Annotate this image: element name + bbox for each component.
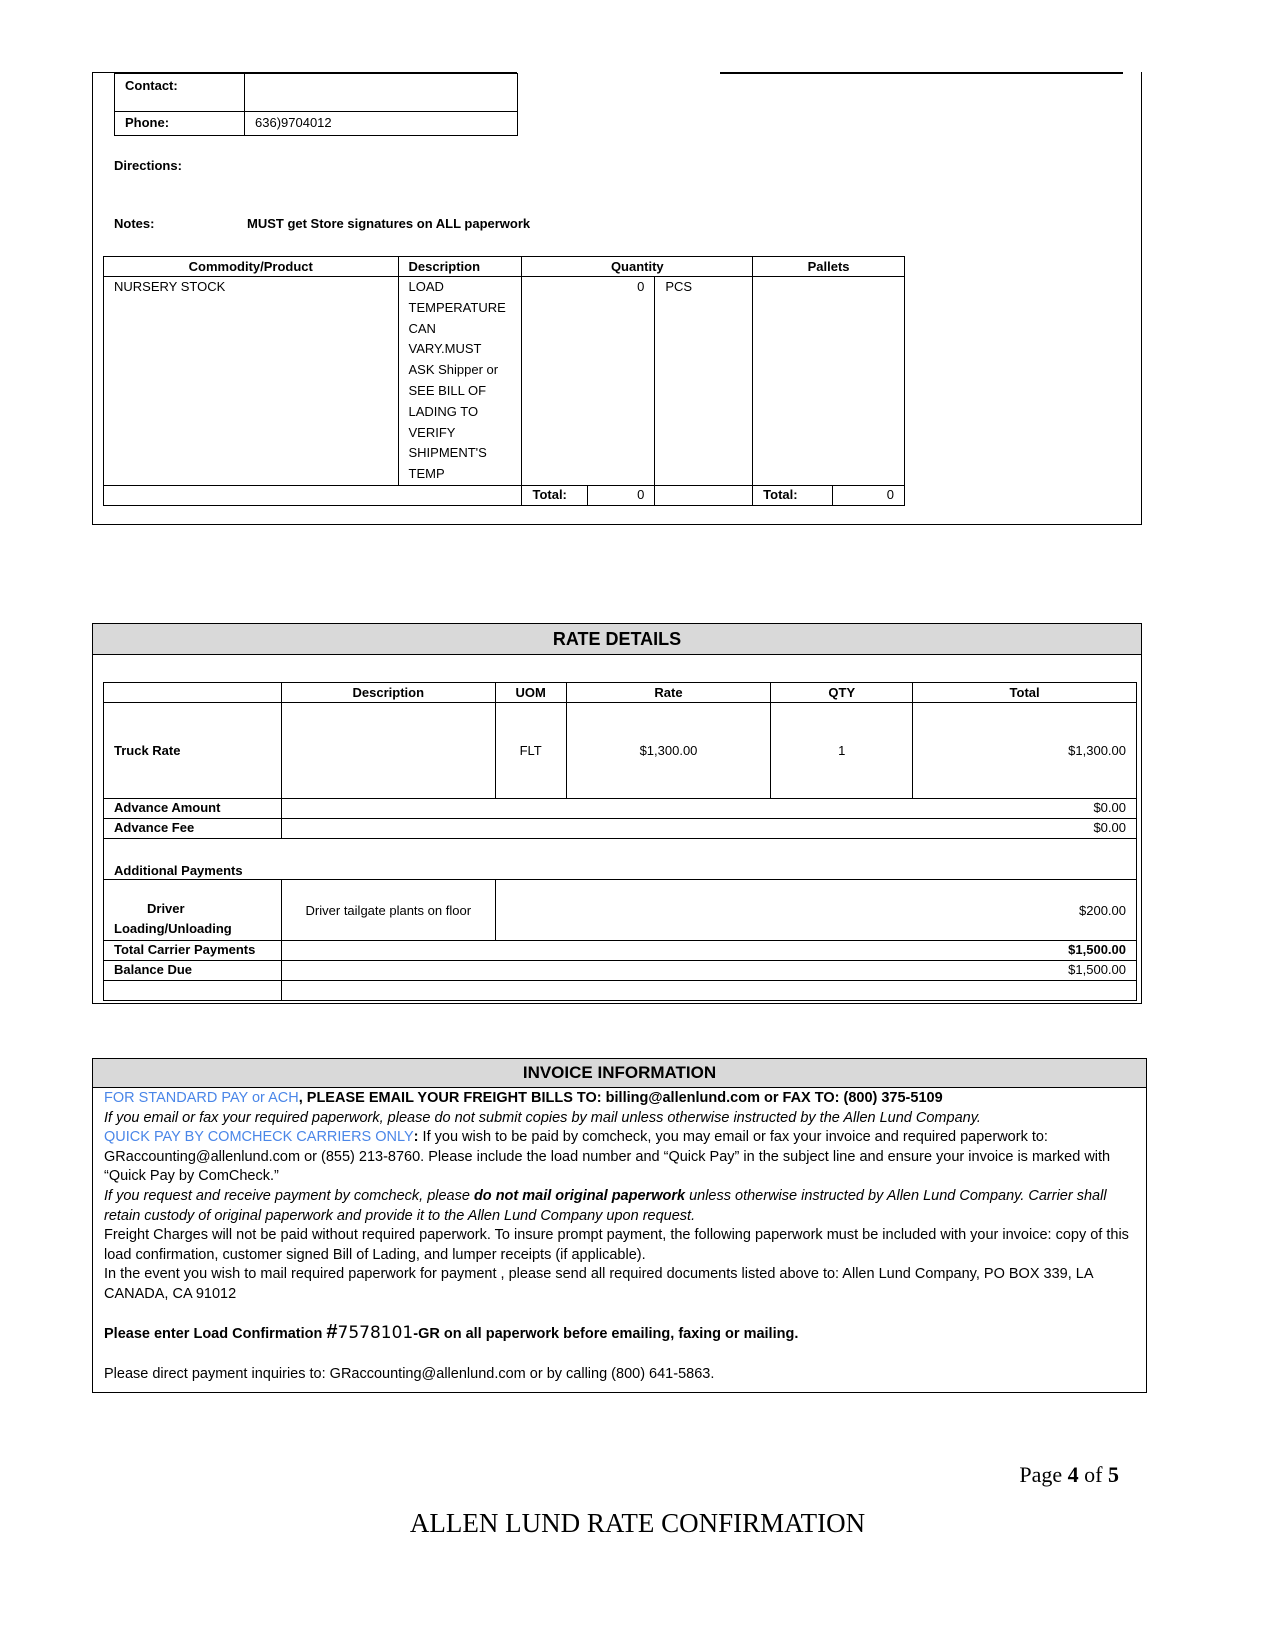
unit-value: PCS bbox=[655, 277, 753, 486]
quickpay-paragraph bbox=[104, 1128, 1135, 1187]
rate-table-blank-cell bbox=[104, 981, 282, 1001]
truck-rate-label: Truck Rate bbox=[104, 703, 282, 799]
inquiries-line: Please direct payment inquiries to: GRaccounting@allenlund.com or by calling (800) 641-5863. bbox=[104, 1366, 715, 1383]
page-current: 4 bbox=[1067, 1462, 1079, 1487]
commodity-table bbox=[103, 256, 905, 506]
mail-paragraph: In the event you wish to mail required paperwork for payment , please send all required documents listed above to: Allen Lund Company, PO BOX 339, LA CANADA, CA 91012 bbox=[104, 1266, 1093, 1302]
freight-charges-paragraph: Freight Charges will not be paid without required paperwork. To insure prompt payment, the following paperwork must be included with your invoice: copy of this load confirmation, customer signed Bill of Lading, and lumper receipts (if applicable). bbox=[104, 1227, 1129, 1263]
comcheck-text-a: If you request and receive payment by comcheck, please bbox=[104, 1187, 474, 1204]
no-mail-note: If you email or fax your required paperwork, please do not submit copies by mail unless otherwise instructed by the Allen Lund Company. bbox=[104, 1109, 981, 1126]
truck-rate-total: $1,300.00 bbox=[913, 703, 1137, 799]
additional-payments-label: Additional Payments bbox=[104, 839, 1137, 880]
phone-value: 636)9704012 bbox=[245, 112, 518, 136]
unit-total-spacer bbox=[655, 485, 753, 505]
commodity-value: NURSERY STOCK bbox=[104, 277, 399, 486]
truck-rate-uom: FLT bbox=[495, 703, 566, 799]
description-line: VERIFY bbox=[408, 424, 456, 440]
commodity-header: Commodity/Product bbox=[104, 257, 399, 277]
quickpay-colon: : bbox=[413, 1129, 419, 1146]
rate-header-uom: UOM bbox=[495, 683, 566, 703]
pallets-total-value: 0 bbox=[833, 485, 905, 505]
description-header: Description bbox=[398, 257, 522, 277]
total-carrier-value: $1,500.00 bbox=[281, 941, 1136, 961]
driver-description: Driver tailgate plants on floor bbox=[281, 880, 495, 941]
balance-due-label: Balance Due bbox=[104, 961, 282, 981]
quantity-header: Quantity bbox=[522, 257, 753, 277]
rate-details-title: RATE DETAILS bbox=[93, 624, 1141, 655]
contact-label: Contact: bbox=[115, 74, 245, 112]
contact-table bbox=[114, 73, 518, 136]
email-instructions: , PLEASE EMAIL YOUR FREIGHT BILLS TO: billing@allenlund.com or FAX TO: (800) 375-5109 bbox=[298, 1090, 943, 1106]
description-line: VARY.MUST bbox=[408, 341, 482, 357]
standard-pay-label: FOR STANDARD PAY or ACH bbox=[104, 1090, 299, 1106]
load-confirmation-line bbox=[104, 1320, 1135, 1345]
truck-rate-qty: 1 bbox=[771, 703, 913, 799]
truck-rate-description bbox=[281, 703, 495, 799]
driver-label-cell bbox=[104, 880, 282, 941]
invoice-email-line bbox=[104, 1089, 1135, 1109]
invoice-info-title: INVOICE INFORMATION bbox=[93, 1059, 1146, 1088]
advance-fee-label: Advance Fee bbox=[104, 819, 282, 839]
pallets-value bbox=[753, 277, 905, 486]
quantity-total-value: 0 bbox=[588, 485, 655, 505]
balance-due-value: $1,500.00 bbox=[281, 961, 1136, 981]
driver-value: $200.00 bbox=[495, 880, 1136, 941]
total-row-spacer bbox=[104, 485, 522, 505]
top-border-right bbox=[720, 72, 1123, 74]
description-line: SEE BILL OF bbox=[408, 382, 487, 398]
rate-header-rate: Rate bbox=[566, 683, 771, 703]
rate-table-blank-cell bbox=[281, 981, 1136, 1001]
comcheck-text-b: unless otherwise instructed by Allen Lund Company. Carrier shall retain custody of original paperwork and provide it to the Allen Lund Company upon request. bbox=[104, 1187, 1107, 1224]
phone-label: Phone: bbox=[115, 112, 245, 136]
invoice-info-box bbox=[92, 1058, 1147, 1393]
driver-label-line1: Driver bbox=[147, 901, 185, 916]
description-line: TEMP bbox=[408, 466, 445, 482]
rate-header-qty: QTY bbox=[771, 683, 913, 703]
comcheck-bold: do not mail original paperwork bbox=[473, 1187, 686, 1204]
notes-label: Notes: bbox=[114, 216, 155, 231]
pallets-header: Pallets bbox=[753, 257, 905, 277]
description-line: CAN bbox=[408, 320, 436, 336]
directions-label: Directions: bbox=[114, 158, 182, 173]
contact-value bbox=[245, 74, 518, 112]
invoice-info-body bbox=[93, 1088, 1146, 1385]
rate-header-description: Description bbox=[281, 683, 495, 703]
rate-table bbox=[103, 682, 1137, 1001]
enter-text-b: -GR on all paperwork before emailing, faxing or mailing. bbox=[413, 1325, 799, 1342]
rate-header-blank bbox=[104, 683, 282, 703]
advance-amount-label: Advance Amount bbox=[104, 799, 282, 819]
total-carrier-label: Total Carrier Payments bbox=[104, 941, 282, 961]
description-line: TEMPERATURE bbox=[408, 299, 506, 315]
pallets-total-label: Total: bbox=[753, 485, 833, 505]
hash-symbol: # bbox=[326, 1320, 338, 1343]
description-cell bbox=[398, 277, 522, 486]
truck-rate-rate: $1,300.00 bbox=[566, 703, 771, 799]
description-line: SHIPMENT'S bbox=[408, 445, 487, 461]
description-line: LOAD bbox=[408, 279, 444, 294]
footer-title: ALLEN LUND RATE CONFIRMATION bbox=[409, 1508, 866, 1538]
quickpay-text: If you wish to be paid by comcheck, you may email or fax your invoice and required paperwork to: GRaccounting@allenlund.com or (855) 213-8760. Please include the load number and “Quick Pay” in the subject line and ensure your invoice is marked with “Quick Pay by ComCheck.” bbox=[104, 1129, 1111, 1185]
rate-header-total: Total bbox=[913, 683, 1137, 703]
advance-amount-value: $0.00 bbox=[281, 799, 1136, 819]
quickpay-label: QUICK PAY BY COMCHECK CARRIERS ONLY bbox=[104, 1129, 414, 1146]
advance-fee-value: $0.00 bbox=[281, 819, 1136, 839]
quantity-value: 0 bbox=[522, 277, 655, 486]
page-of: of bbox=[1084, 1462, 1103, 1487]
description-line: ASK Shipper or bbox=[408, 362, 499, 378]
notes-value: MUST get Store signatures on ALL paperwork bbox=[247, 216, 531, 231]
load-number: 7578101 bbox=[337, 1322, 414, 1343]
quantity-total-label: Total: bbox=[522, 485, 588, 505]
description-line: LADING TO bbox=[408, 403, 479, 419]
page-total: 5 bbox=[1108, 1462, 1119, 1487]
driver-label-line2: Loading/Unloading bbox=[114, 921, 232, 936]
page-word: Page bbox=[1019, 1462, 1063, 1487]
enter-text-a: Please enter Load Confirmation bbox=[104, 1325, 327, 1342]
page-number bbox=[1019, 1462, 1119, 1488]
comcheck-paragraph bbox=[104, 1187, 1135, 1226]
